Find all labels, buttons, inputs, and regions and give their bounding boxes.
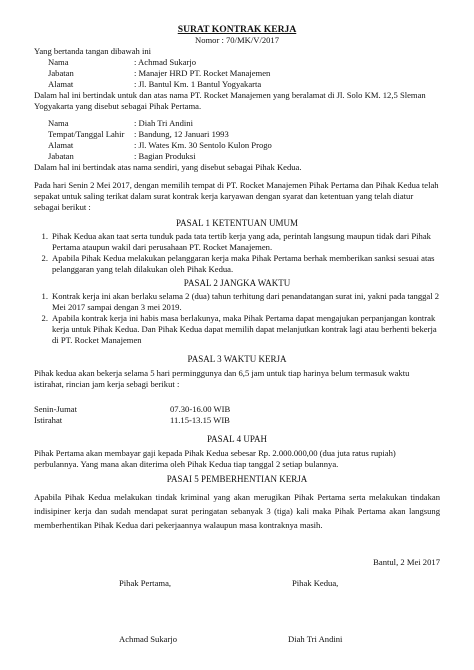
- document-number: Nomor : 70/MK/V/2017: [194, 35, 280, 45]
- pasal4-paragraph: Pihak Pertama akan membayar gaji kepada Pihak Kedua sebesar Rp. 2.000.000,00 (dua juta ratus rupiah) perbulannya. Yang mana akan diterima oleh Pihak Kedua tiap tanggal 2 setiap bulannya.: [34, 448, 396, 469]
- pasal1-item-text: Pihak Kedua akan taat serta tunduk pada tata tertib kerja yang ada, perintah langsung maupun tidak dari Pihak Pertama ataupun wakil dari perusahaan PT. Rocket Manajemen.: [52, 231, 431, 252]
- pasal1-item-text: Apabila Pihak Kedua melakukan pelanggaran kerja maka Pihak Pertama berhak memberikan sanksi sesuai atas pelanggaran yang telah dilakukan oleh Pihak Kedua.: [52, 253, 435, 274]
- party1-name-label: Nama: [48, 57, 69, 67]
- party2-name-value: : Diah Tri Andini: [134, 118, 193, 128]
- party1-name-value: : Achmad Sukarjo: [134, 57, 197, 67]
- party1-signature-name: Achmad Sukarjo: [119, 634, 177, 644]
- pasal2-item-text: Apabila kontrak kerja ini habis masa berlakunya, maka Pihak Pertama dapat mengajukan perpanjangan kontrak kerja untuk Pihak Kedua. Dan Pihak Kedua dapat memilih dapat melanjutkan kontrak lagi atau berhenti bekerja di PT. Rocket Manajemen: [52, 313, 437, 345]
- pasal3-heading: PASAL 3 WAKTU KERJA: [187, 354, 287, 364]
- party2-signature-name: Diah Tri Andini: [288, 634, 343, 644]
- party1-address-value: : Jl. Bantul Km. 1 Bantul Yogyakarta: [134, 79, 262, 89]
- schedule-workdays-value: 07.30-16.00 WIB: [170, 404, 231, 414]
- party2-position-value: : Bagian Produksi: [134, 151, 196, 161]
- pasal1-item-number: 1.: [41, 231, 48, 241]
- party2-birth-label: Tempat/Tanggal Lahir: [48, 129, 125, 139]
- document-title: SURAT KONTRAK KERJA: [177, 24, 297, 35]
- pasal1-item-number: 2.: [41, 253, 48, 263]
- pasal2-item-text: Kontrak kerja ini akan berlaku selama 2 (dua) tahun terhitung dari penandatangan surat ini, yakni pada tanggal 2 Mei 2017 sampai dengan 3 mei 2019.: [52, 291, 440, 312]
- party2-statement: Dalam hal ini bertindak atas nama sendiri, yang disebut sebagai Pihak Kedua.: [34, 162, 302, 172]
- party2-birth-value: : Bandung, 12 Januari 1993: [134, 129, 229, 139]
- pasal2-heading: PASAL 2 JANGKA WAKTU: [183, 278, 291, 288]
- party2-address-label: Alamat: [48, 140, 74, 150]
- pasal3-paragraph: Pihak kedua akan bekerja selama 5 hari perminggunya dan 6,5 jam untuk tiap harinya belum termasuk waktu istirahat, rincian jam kerja sebagi berikut :: [34, 368, 410, 389]
- party1-statement: Dalam hal ini bertindak untuk dan atas nama PT. Rocket Manajemen yang beralamat di Jl. Solo KM. 12,5 Sleman Yogyakarta yang disebut sebagai Pihak Pertama.: [34, 90, 426, 111]
- schedule-break-label: Istirahat: [34, 415, 63, 425]
- schedule-workdays-label: Senin-Jumat: [34, 404, 77, 414]
- pasal1-heading: PASAL 1 KETENTUAN UMUM: [175, 218, 299, 228]
- opening-paragraph: Pada hari Senin 2 Mei 2017, dengan memilih tempat di PT. Rocket Manajemen Pihak Pertama dan Pihak Kedua telah sepakat untuk saling terikat dalam surat kontrak kerja karyawan dengan syarat dan ketentuan yang telah diatur sebagai berikut :: [34, 180, 439, 212]
- party2-name-label: Nama: [48, 118, 69, 128]
- pasal5-heading: PASAI 5 PEMBERHENTIAN KERJA: [166, 474, 308, 484]
- pasal5-paragraph: Apabila Pihak Kedua melakukan tindak kriminal yang akan merugikan Pihak Pertama serta melakukan tindakan indisipiner kerja dan sudah mendapat surat peringatan sebanyak 3 (tiga) kali maka Pihak Pertama akan langsung memberhentikan Pihak Kedua dari pekerjaannya walaupun masa kontraknya masih.: [34, 492, 440, 530]
- party1-signature-label: Pihak Pertama,: [119, 578, 172, 588]
- party2-signature-label: Pihak Kedua,: [292, 578, 339, 588]
- party1-position-label: Jabatan: [48, 68, 74, 78]
- schedule-break-value: 11.15-13.15 WIB: [170, 415, 230, 425]
- pasal4-heading: PASAL 4 UPAH: [206, 434, 268, 444]
- party1-position-value: : Manajer HRD PT. Rocket Manajemen: [134, 68, 271, 78]
- intro-text: Yang bertanda tangan dibawah ini: [34, 46, 152, 56]
- place-date: Bantul, 2 Mei 2017: [373, 557, 440, 567]
- party1-address-label: Alamat: [48, 79, 74, 89]
- party2-address-value: : Jl. Wates Km. 30 Sentolo Kulon Progo: [134, 140, 272, 150]
- party2-position-label: Jabatan: [48, 151, 74, 161]
- pasal2-item-number: 1.: [41, 291, 48, 301]
- pasal2-item-number: 2.: [41, 313, 48, 323]
